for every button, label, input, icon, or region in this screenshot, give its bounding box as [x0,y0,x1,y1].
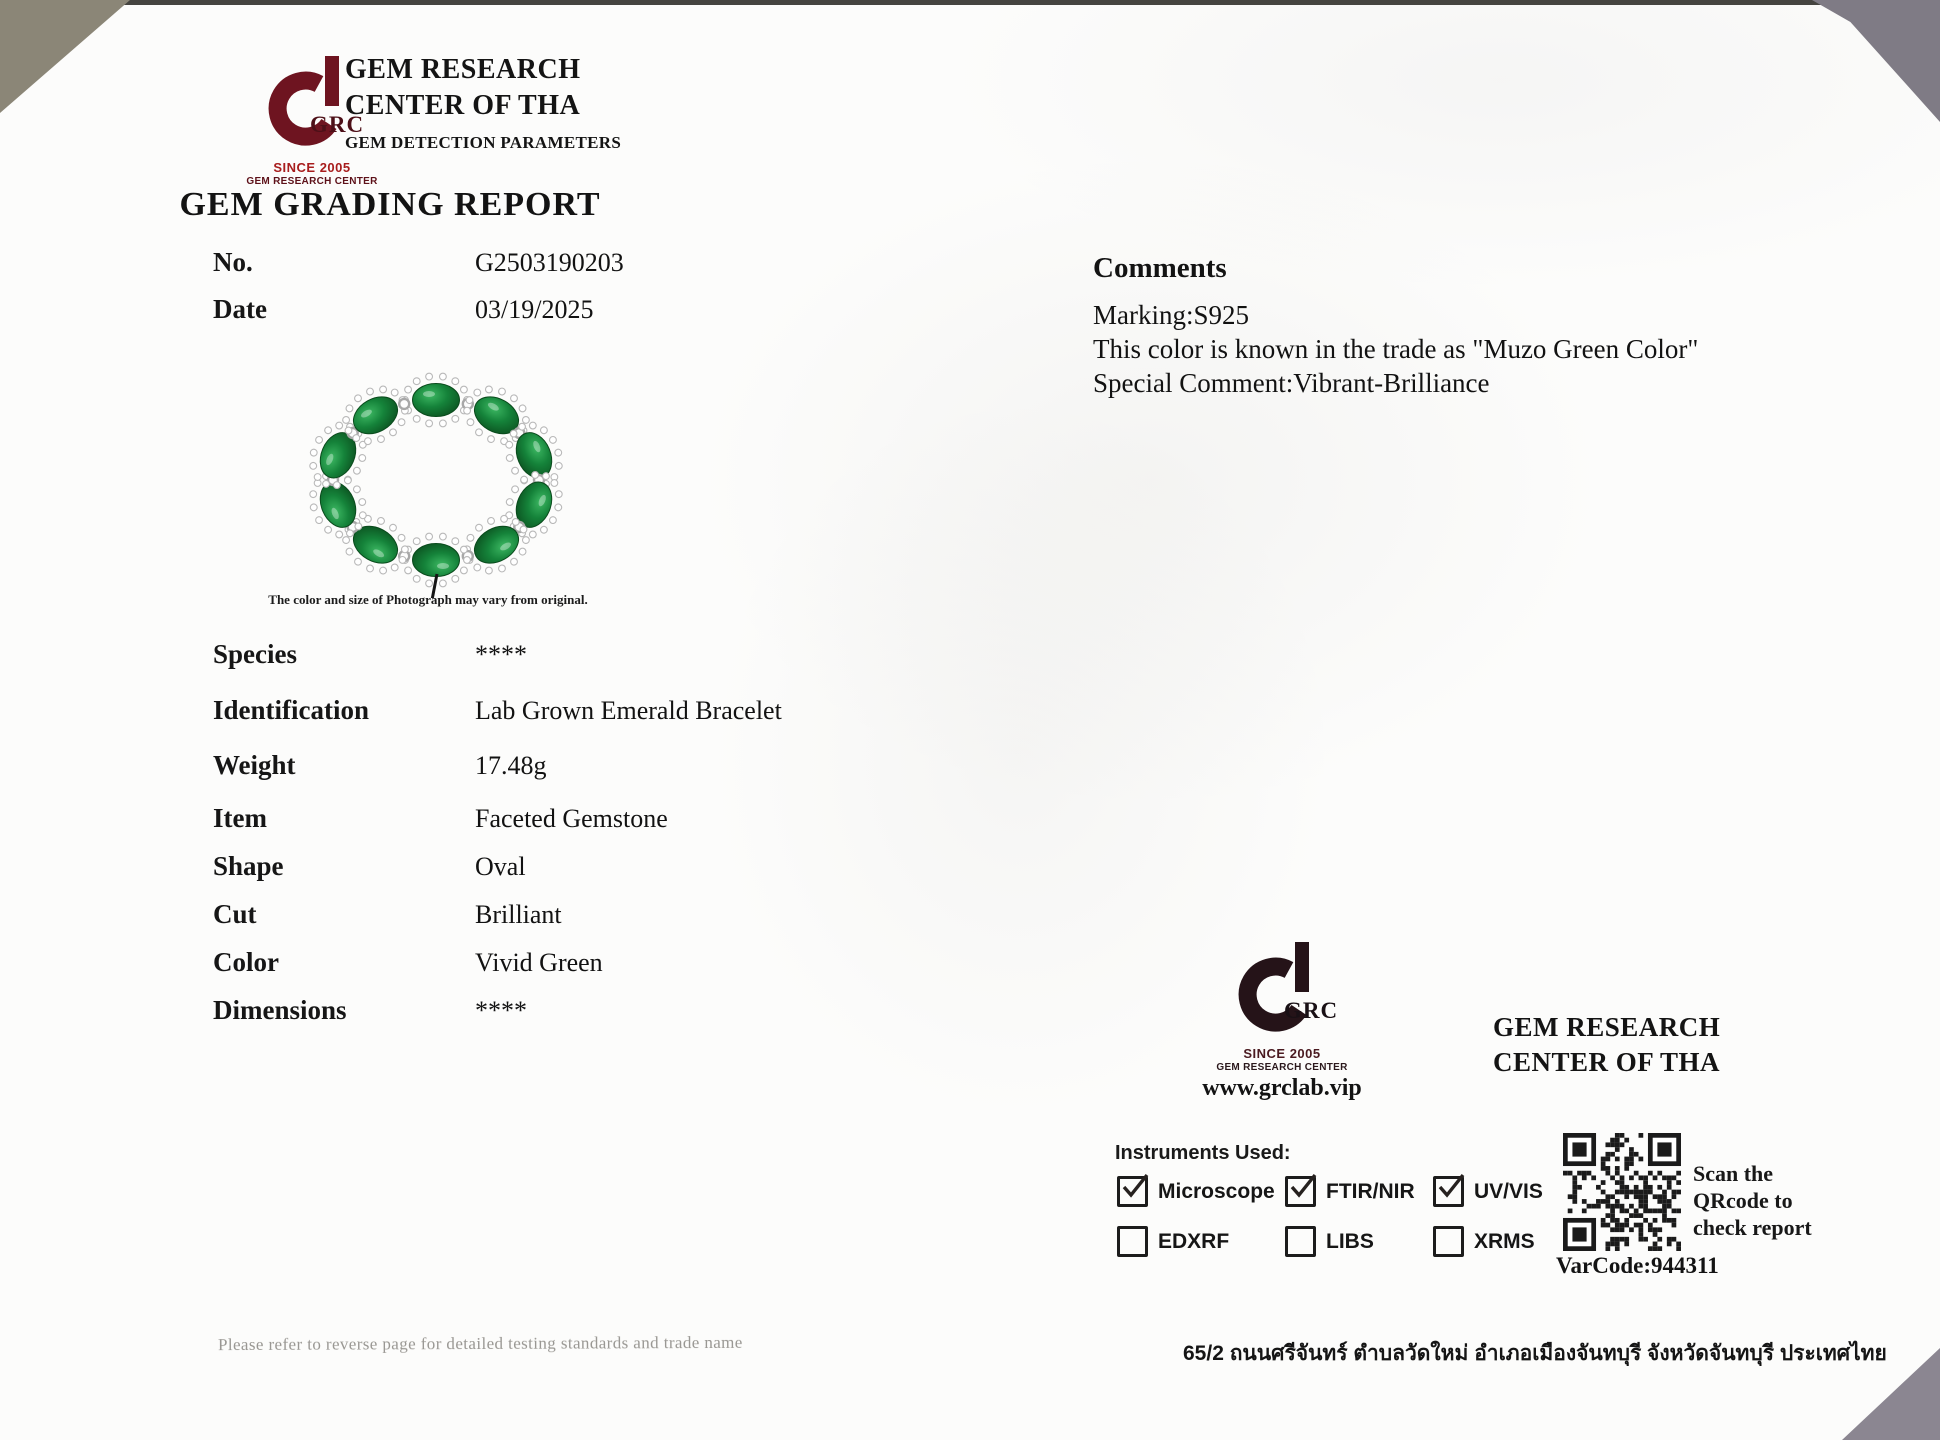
instruments-title: Instruments Used: [1115,1142,1291,1164]
field-label: Species [213,639,297,669]
grc-logo-org: GEM RESEARCH CENTER [246,176,378,187]
checkbox-icon [1117,1226,1148,1257]
report-number-row [213,247,853,278]
field-row-cut [213,899,853,930]
gem-item-photo [293,366,583,598]
checkbox-microscope [1117,1176,1275,1207]
field-value: Faceted Gemstone [475,804,668,833]
checkbox-label: UV/VIS [1474,1179,1543,1203]
grc-logo-org: GEM RESEARCH CENTER [1216,1062,1348,1073]
qr-code [1563,1133,1681,1251]
org-name-block-right [1493,1010,1720,1080]
checkbox-label: EDXRF [1158,1229,1230,1253]
comment-line-trade-color: This color is known in the trade as "Muzo Green Color" [1093,334,1699,364]
field-label: Weight [213,750,296,780]
photo-top-edge-shadow [0,0,1940,5]
checkbox-icon [1433,1226,1464,1257]
field-label: Identification [213,695,370,725]
field-value: Vivid Green [475,948,603,977]
field-label: Item [213,803,267,833]
field-row-color [213,947,853,978]
field-value: Oval [475,852,526,881]
varcode: VarCode:944311 [1556,1253,1719,1278]
comment-line-special: Special Comment:Vibrant-Brilliance [1093,368,1490,398]
checkbox-label: Microscope [1158,1179,1275,1203]
lab-address: 65/2 ถนนศรีจันทร์ ตำบลวัดใหม่ อำเภอเมืองจันทบุรี จังหวัดจันทบุรี ประเทศไทย [1183,1342,1887,1365]
org-name-block [345,52,621,153]
grc-logo-acronym: GRC [310,112,365,137]
checkbox-label: LIBS [1326,1229,1374,1253]
field-label: Cut [213,899,257,929]
org-name-line2: CENTER OF THA [1493,1047,1721,1077]
checkbox-icon [1117,1176,1148,1207]
grc-website: www.grclab.vip [1202,1075,1362,1101]
field-row-identification [213,695,853,726]
report-date-label: Date [213,294,267,324]
field-label: Color [213,947,279,977]
footer-note: Please refer to reverse page for detailed testing standards and trade name [217,1332,743,1355]
report-date-row [213,294,853,325]
field-label: Dimensions [213,995,347,1025]
checkbox-icon [1285,1176,1316,1207]
checkbox-ftir-nir [1285,1176,1415,1207]
checkbox-label: XRMS [1474,1229,1535,1253]
field-value: Lab Grown Emerald Bracelet [475,696,782,725]
comments-title: Comments [1093,252,1227,284]
grc-logo-acronym: GRC [1284,998,1339,1023]
org-name-line2: CENTER OF THA [345,90,581,121]
checkbox-icon [1433,1176,1464,1207]
field-row-item [213,803,853,834]
field-row-species [213,639,853,670]
org-name-line1: GEM RESEARCH [1493,1012,1721,1042]
field-row-weight [213,750,853,781]
field-row-dimensions [213,995,853,1026]
qr-caption: Scan the QRcode to check report [1693,1161,1812,1240]
checkbox-label: FTIR/NIR [1326,1179,1415,1203]
field-label: Shape [213,851,284,881]
report-date-value: 03/19/2025 [475,295,594,324]
report-number-label: No. [213,247,253,277]
field-value: Brilliant [475,900,562,929]
background-corner-top-left [0,0,130,113]
grc-logo-since: SINCE 2005 [1243,1046,1321,1061]
background-corner-top-right [1812,0,1940,122]
grc-logo-since: SINCE 2005 [273,160,351,175]
instruments-grid [1117,1176,1577,1276]
field-row-shape [213,851,853,882]
field-value: **** [475,640,527,669]
comment-line-marking: Marking:S925 [1093,300,1250,330]
org-name-line1: GEM RESEARCH [345,54,581,85]
report-title: GEM GRADING REPORT [179,186,601,223]
checkbox-xrms [1433,1226,1535,1257]
org-subtitle: GEM DETECTION PARAMETERS [345,133,622,152]
checkbox-edxrf [1117,1226,1229,1257]
checkbox-libs [1285,1226,1374,1257]
grc-logo-mark-icon [1223,938,1341,1044]
checkbox-uv-vis [1433,1176,1543,1207]
photo-caption: The color and size of Photograph may vary from original. [268,592,588,607]
grc-logo-bottom [1192,938,1372,1138]
field-value: **** [475,996,527,1025]
comments-body [1093,298,1753,400]
checkbox-icon [1285,1226,1316,1257]
report-number-value: G2503190203 [475,248,624,277]
field-value: 17.48g [475,751,547,780]
